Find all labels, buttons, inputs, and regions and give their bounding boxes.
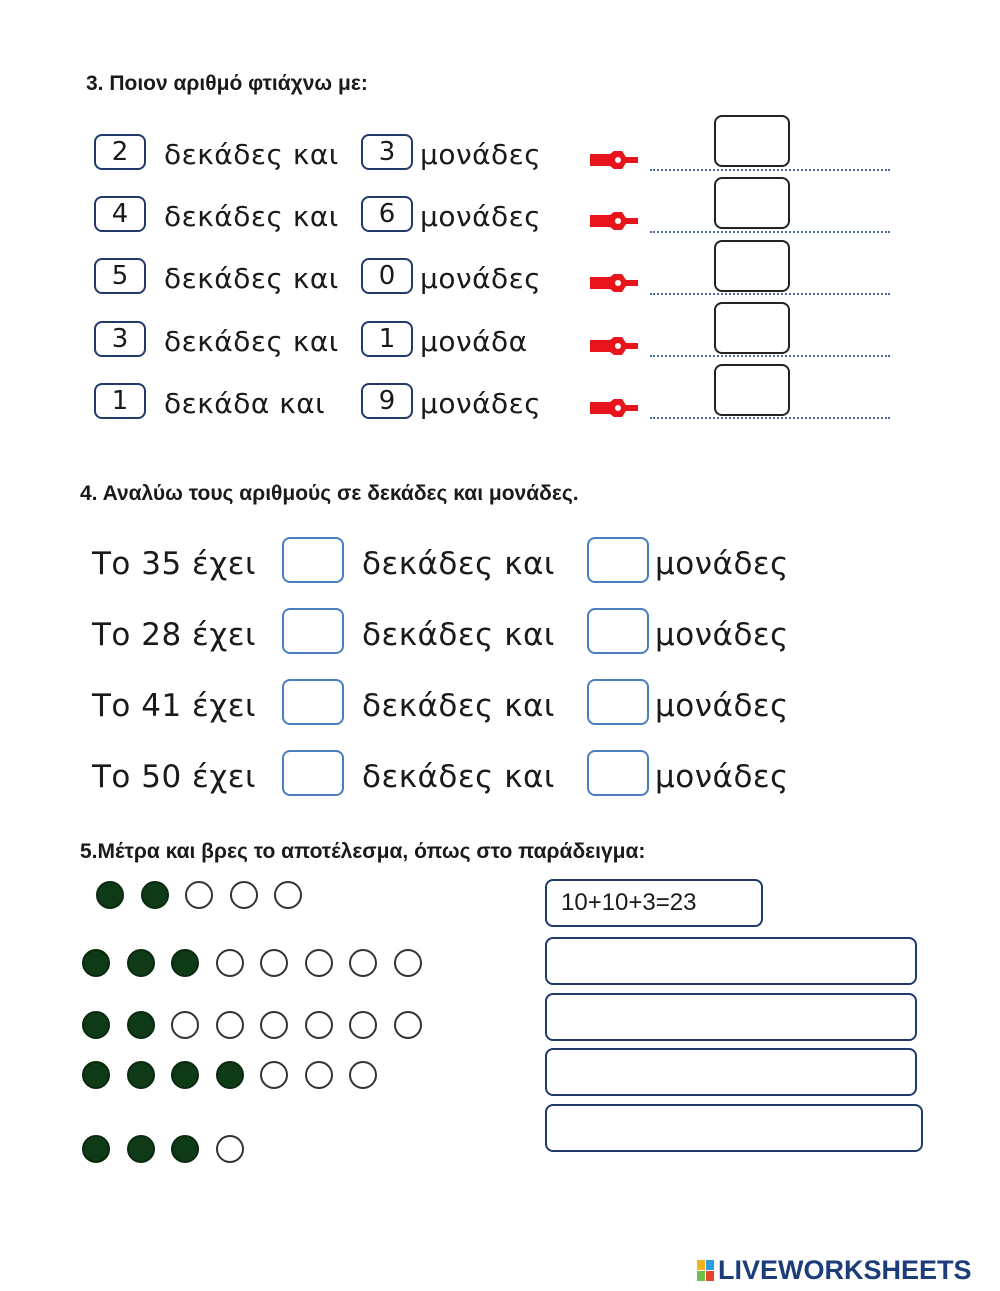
number-prefix: Το 50 έχει bbox=[92, 759, 256, 795]
tens-label: δεκάδα και bbox=[164, 387, 326, 420]
units-digit-box: 3 bbox=[361, 134, 413, 170]
answer-box[interactable] bbox=[714, 364, 790, 416]
units-label: μονάδες bbox=[655, 617, 789, 653]
empty-counter-dot bbox=[394, 1011, 422, 1039]
filled-counter-dot bbox=[171, 1061, 199, 1089]
empty-counter-dot bbox=[260, 1061, 288, 1089]
units-label: μονάδες bbox=[420, 200, 542, 233]
filled-counter-dot bbox=[127, 949, 155, 977]
tens-label: δεκάδες και bbox=[362, 759, 555, 795]
filled-counter-dot bbox=[82, 1011, 110, 1039]
tens-label: δεκάδες και bbox=[164, 138, 339, 171]
units-answer-box[interactable] bbox=[587, 608, 649, 654]
result-answer-box[interactable] bbox=[545, 937, 917, 985]
tens-label: δεκάδες και bbox=[164, 262, 339, 295]
units-answer-box[interactable] bbox=[587, 750, 649, 796]
units-digit-box: 9 bbox=[361, 383, 413, 419]
tens-answer-box[interactable] bbox=[282, 608, 344, 654]
units-label: μονάδες bbox=[655, 688, 789, 724]
filled-counter-dot bbox=[82, 1135, 110, 1163]
filled-counter-dot bbox=[127, 1011, 155, 1039]
number-prefix: Το 35 έχει bbox=[92, 546, 256, 582]
tens-digit-box: 4 bbox=[94, 196, 146, 232]
arrow-icon bbox=[588, 272, 640, 294]
number-prefix: Το 41 έχει bbox=[92, 688, 256, 724]
units-digit-box: 0 bbox=[361, 258, 413, 294]
result-answer-box[interactable] bbox=[545, 993, 917, 1041]
tens-label: δεκάδες και bbox=[362, 617, 555, 653]
tens-digit-box: 3 bbox=[94, 321, 146, 357]
arrow-icon bbox=[588, 210, 640, 232]
filled-counter-dot bbox=[127, 1061, 155, 1089]
units-answer-box[interactable] bbox=[587, 679, 649, 725]
arrow-icon bbox=[588, 335, 640, 357]
empty-counter-dot bbox=[230, 881, 258, 909]
answer-box[interactable] bbox=[714, 177, 790, 229]
tens-digit-box: 2 bbox=[94, 134, 146, 170]
arrow-icon bbox=[588, 149, 640, 171]
filled-counter-dot bbox=[96, 881, 124, 909]
answer-box[interactable] bbox=[714, 115, 790, 167]
section-4-title: 4. Αναλύω τους αριθμούς σε δεκάδες και μονάδες. bbox=[80, 482, 579, 505]
logo-text: LIVEWORKSHEETS bbox=[718, 1255, 972, 1285]
filled-counter-dot bbox=[216, 1061, 244, 1089]
filled-counter-dot bbox=[171, 949, 199, 977]
tens-label: δεκάδες και bbox=[362, 546, 555, 582]
filled-counter-dot bbox=[127, 1135, 155, 1163]
units-digit-box: 1 bbox=[361, 321, 413, 357]
empty-counter-dot bbox=[216, 949, 244, 977]
liveworksheets-logo bbox=[697, 1255, 972, 1286]
empty-counter-dot bbox=[185, 881, 213, 909]
answer-box[interactable] bbox=[714, 302, 790, 354]
filled-counter-dot bbox=[171, 1135, 199, 1163]
answer-box[interactable] bbox=[714, 240, 790, 292]
filled-counter-dot bbox=[82, 949, 110, 977]
answer-line bbox=[650, 355, 890, 357]
empty-counter-dot bbox=[305, 949, 333, 977]
units-label: μονάδα bbox=[420, 325, 528, 358]
empty-counter-dot bbox=[260, 949, 288, 977]
answer-line bbox=[650, 417, 890, 419]
empty-counter-dot bbox=[260, 1011, 288, 1039]
result-answer-box[interactable] bbox=[545, 1048, 917, 1096]
empty-counter-dot bbox=[305, 1061, 333, 1089]
logo-mark-icon bbox=[697, 1260, 714, 1281]
filled-counter-dot bbox=[82, 1061, 110, 1089]
section-5-title: 5.Μέτρα και βρες το αποτέλεσμα, όπως στο παράδειγμα: bbox=[80, 840, 646, 863]
result-answer-box[interactable] bbox=[545, 1104, 923, 1152]
tens-answer-box[interactable] bbox=[282, 750, 344, 796]
number-prefix: Το 28 έχει bbox=[92, 617, 256, 653]
tens-label: δεκάδες και bbox=[362, 688, 555, 724]
units-label: μονάδες bbox=[420, 262, 542, 295]
tens-label: δεκάδες και bbox=[164, 200, 339, 233]
units-label: μονάδες bbox=[420, 138, 542, 171]
answer-line bbox=[650, 293, 890, 295]
tens-label: δεκάδες και bbox=[164, 325, 339, 358]
example-result-box: 10+10+3=23 bbox=[545, 879, 763, 927]
empty-counter-dot bbox=[394, 949, 422, 977]
tens-answer-box[interactable] bbox=[282, 537, 344, 583]
units-label: μονάδες bbox=[655, 759, 789, 795]
section-3-title: 3. Ποιον αριθμό φτιάχνω με: bbox=[86, 72, 368, 95]
units-label: μονάδες bbox=[420, 387, 542, 420]
answer-line bbox=[650, 169, 890, 171]
empty-counter-dot bbox=[305, 1011, 333, 1039]
units-label: μονάδες bbox=[655, 546, 789, 582]
empty-counter-dot bbox=[216, 1011, 244, 1039]
empty-counter-dot bbox=[349, 1061, 377, 1089]
units-answer-box[interactable] bbox=[587, 537, 649, 583]
tens-digit-box: 5 bbox=[94, 258, 146, 294]
answer-line bbox=[650, 231, 890, 233]
arrow-icon bbox=[588, 397, 640, 419]
units-digit-box: 6 bbox=[361, 196, 413, 232]
filled-counter-dot bbox=[141, 881, 169, 909]
tens-answer-box[interactable] bbox=[282, 679, 344, 725]
empty-counter-dot bbox=[171, 1011, 199, 1039]
empty-counter-dot bbox=[349, 949, 377, 977]
empty-counter-dot bbox=[216, 1135, 244, 1163]
empty-counter-dot bbox=[274, 881, 302, 909]
tens-digit-box: 1 bbox=[94, 383, 146, 419]
empty-counter-dot bbox=[349, 1011, 377, 1039]
